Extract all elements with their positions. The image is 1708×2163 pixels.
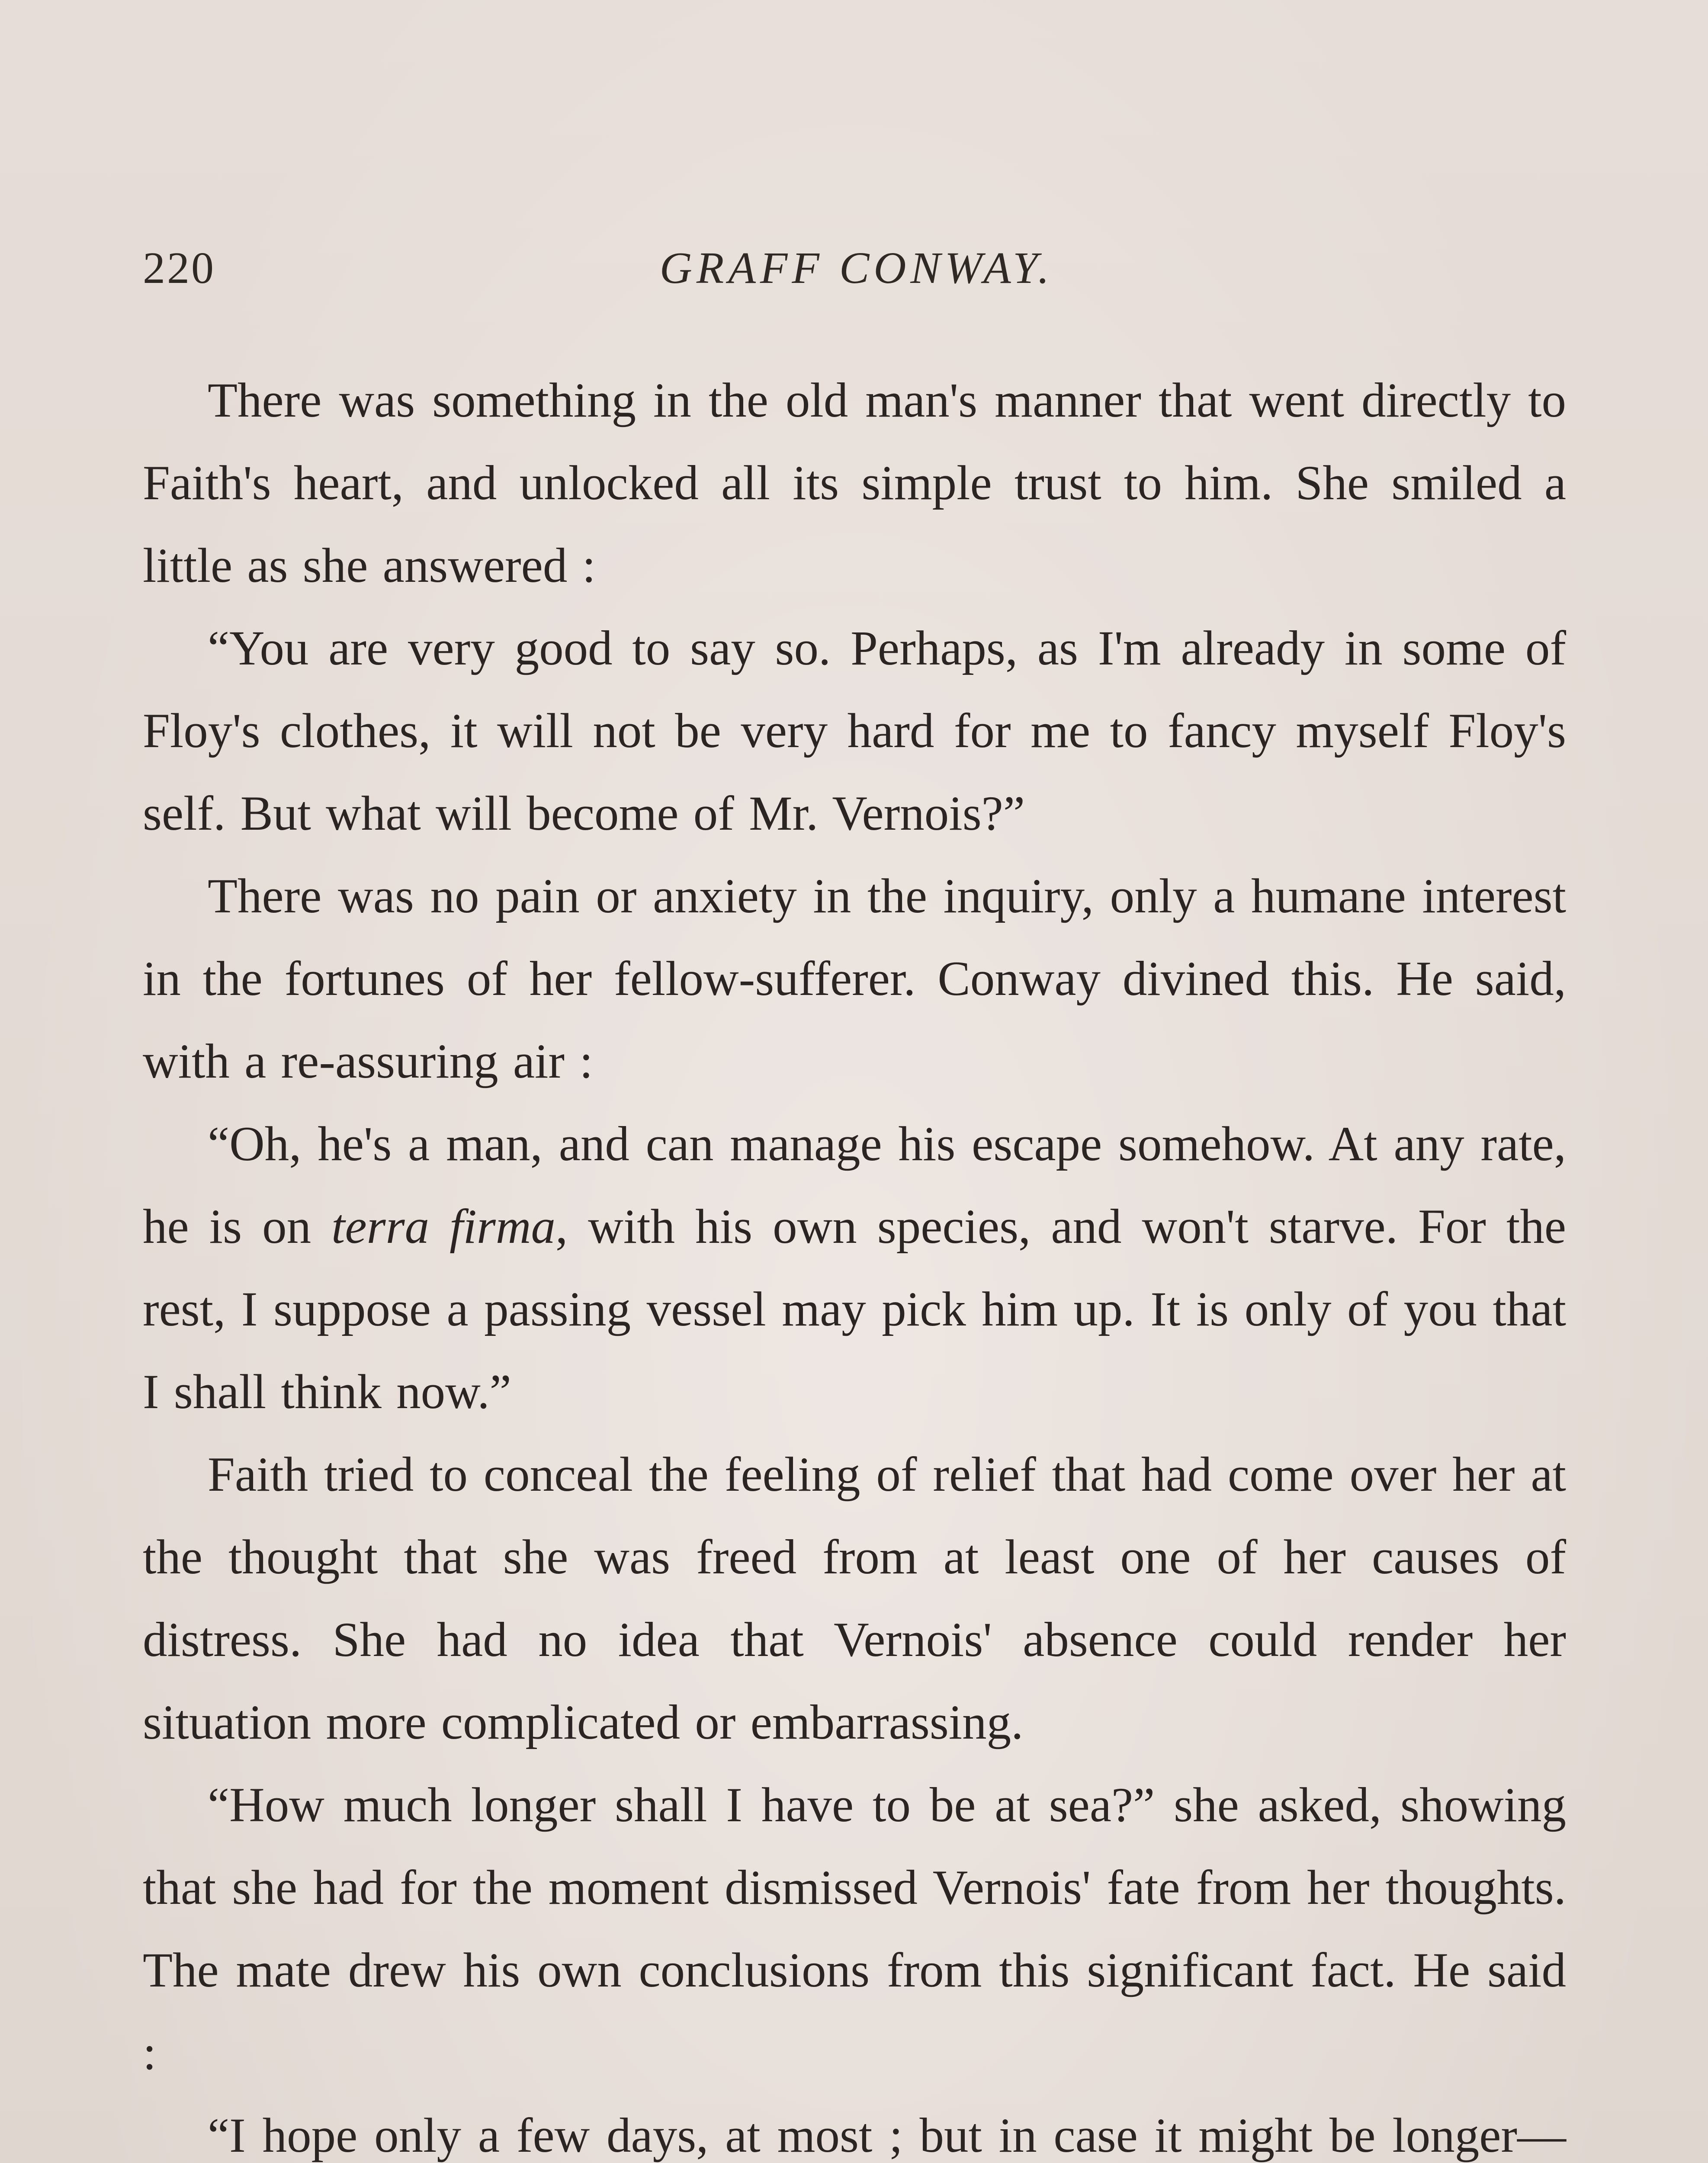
paragraph-4-before: “Oh, he's a man, and can manage his escape somehow. At any rate, he is on xyxy=(143,1117,1566,1254)
paragraph-7: “I hope only a few days, at most ; but in case it might be longer— xyxy=(208,2108,1566,2163)
paragraph-6: “How much longer shall I have to be at sea?” she asked, showing that she had for the moment dismissed Vernois' fate from her thoughts. The mate drew his own conclusions from this significant fact. He said : xyxy=(143,1778,1566,2080)
page-number: 220 xyxy=(143,243,215,293)
paragraph-4 xyxy=(143,1103,1566,1433)
paragraph-4-italic: terra firma xyxy=(331,1200,556,1254)
paragraph-2: “You are very good to say so. Perhaps, as I'm already in some of Floy's clothes, it will not be very hard for me to fancy myself Floy's self. But what will become of Mr. Vernois?” xyxy=(143,621,1566,841)
page-header xyxy=(143,242,1570,307)
body-text xyxy=(143,359,1566,2163)
paragraph-5: Faith tried to conceal the feeling of relief that had come over her at the thought that she was freed from at least one of her causes of distress. She had no idea that Vernois' absence could render her situation more complicated or embarrassing. xyxy=(143,1447,1566,1749)
paragraph-3: There was no pain or anxiety in the inquiry, only a humane interest in the fortunes of her fellow-sufferer. Conway divined this. He said, with a re-assuring air : xyxy=(143,869,1566,1088)
running-title: GRAFF CONWAY. xyxy=(659,243,1054,293)
paragraph-4-after: , with his own species, and won't starve. For the rest, I suppose a passing vessel may pick him up. It is only of you that I shall think now.” xyxy=(143,1200,1567,1419)
paragraph-1: There was something in the old man's manner that went directly to Faith's heart, and unlocked all its simple trust to him. She smiled a little as she answered : xyxy=(143,373,1566,593)
